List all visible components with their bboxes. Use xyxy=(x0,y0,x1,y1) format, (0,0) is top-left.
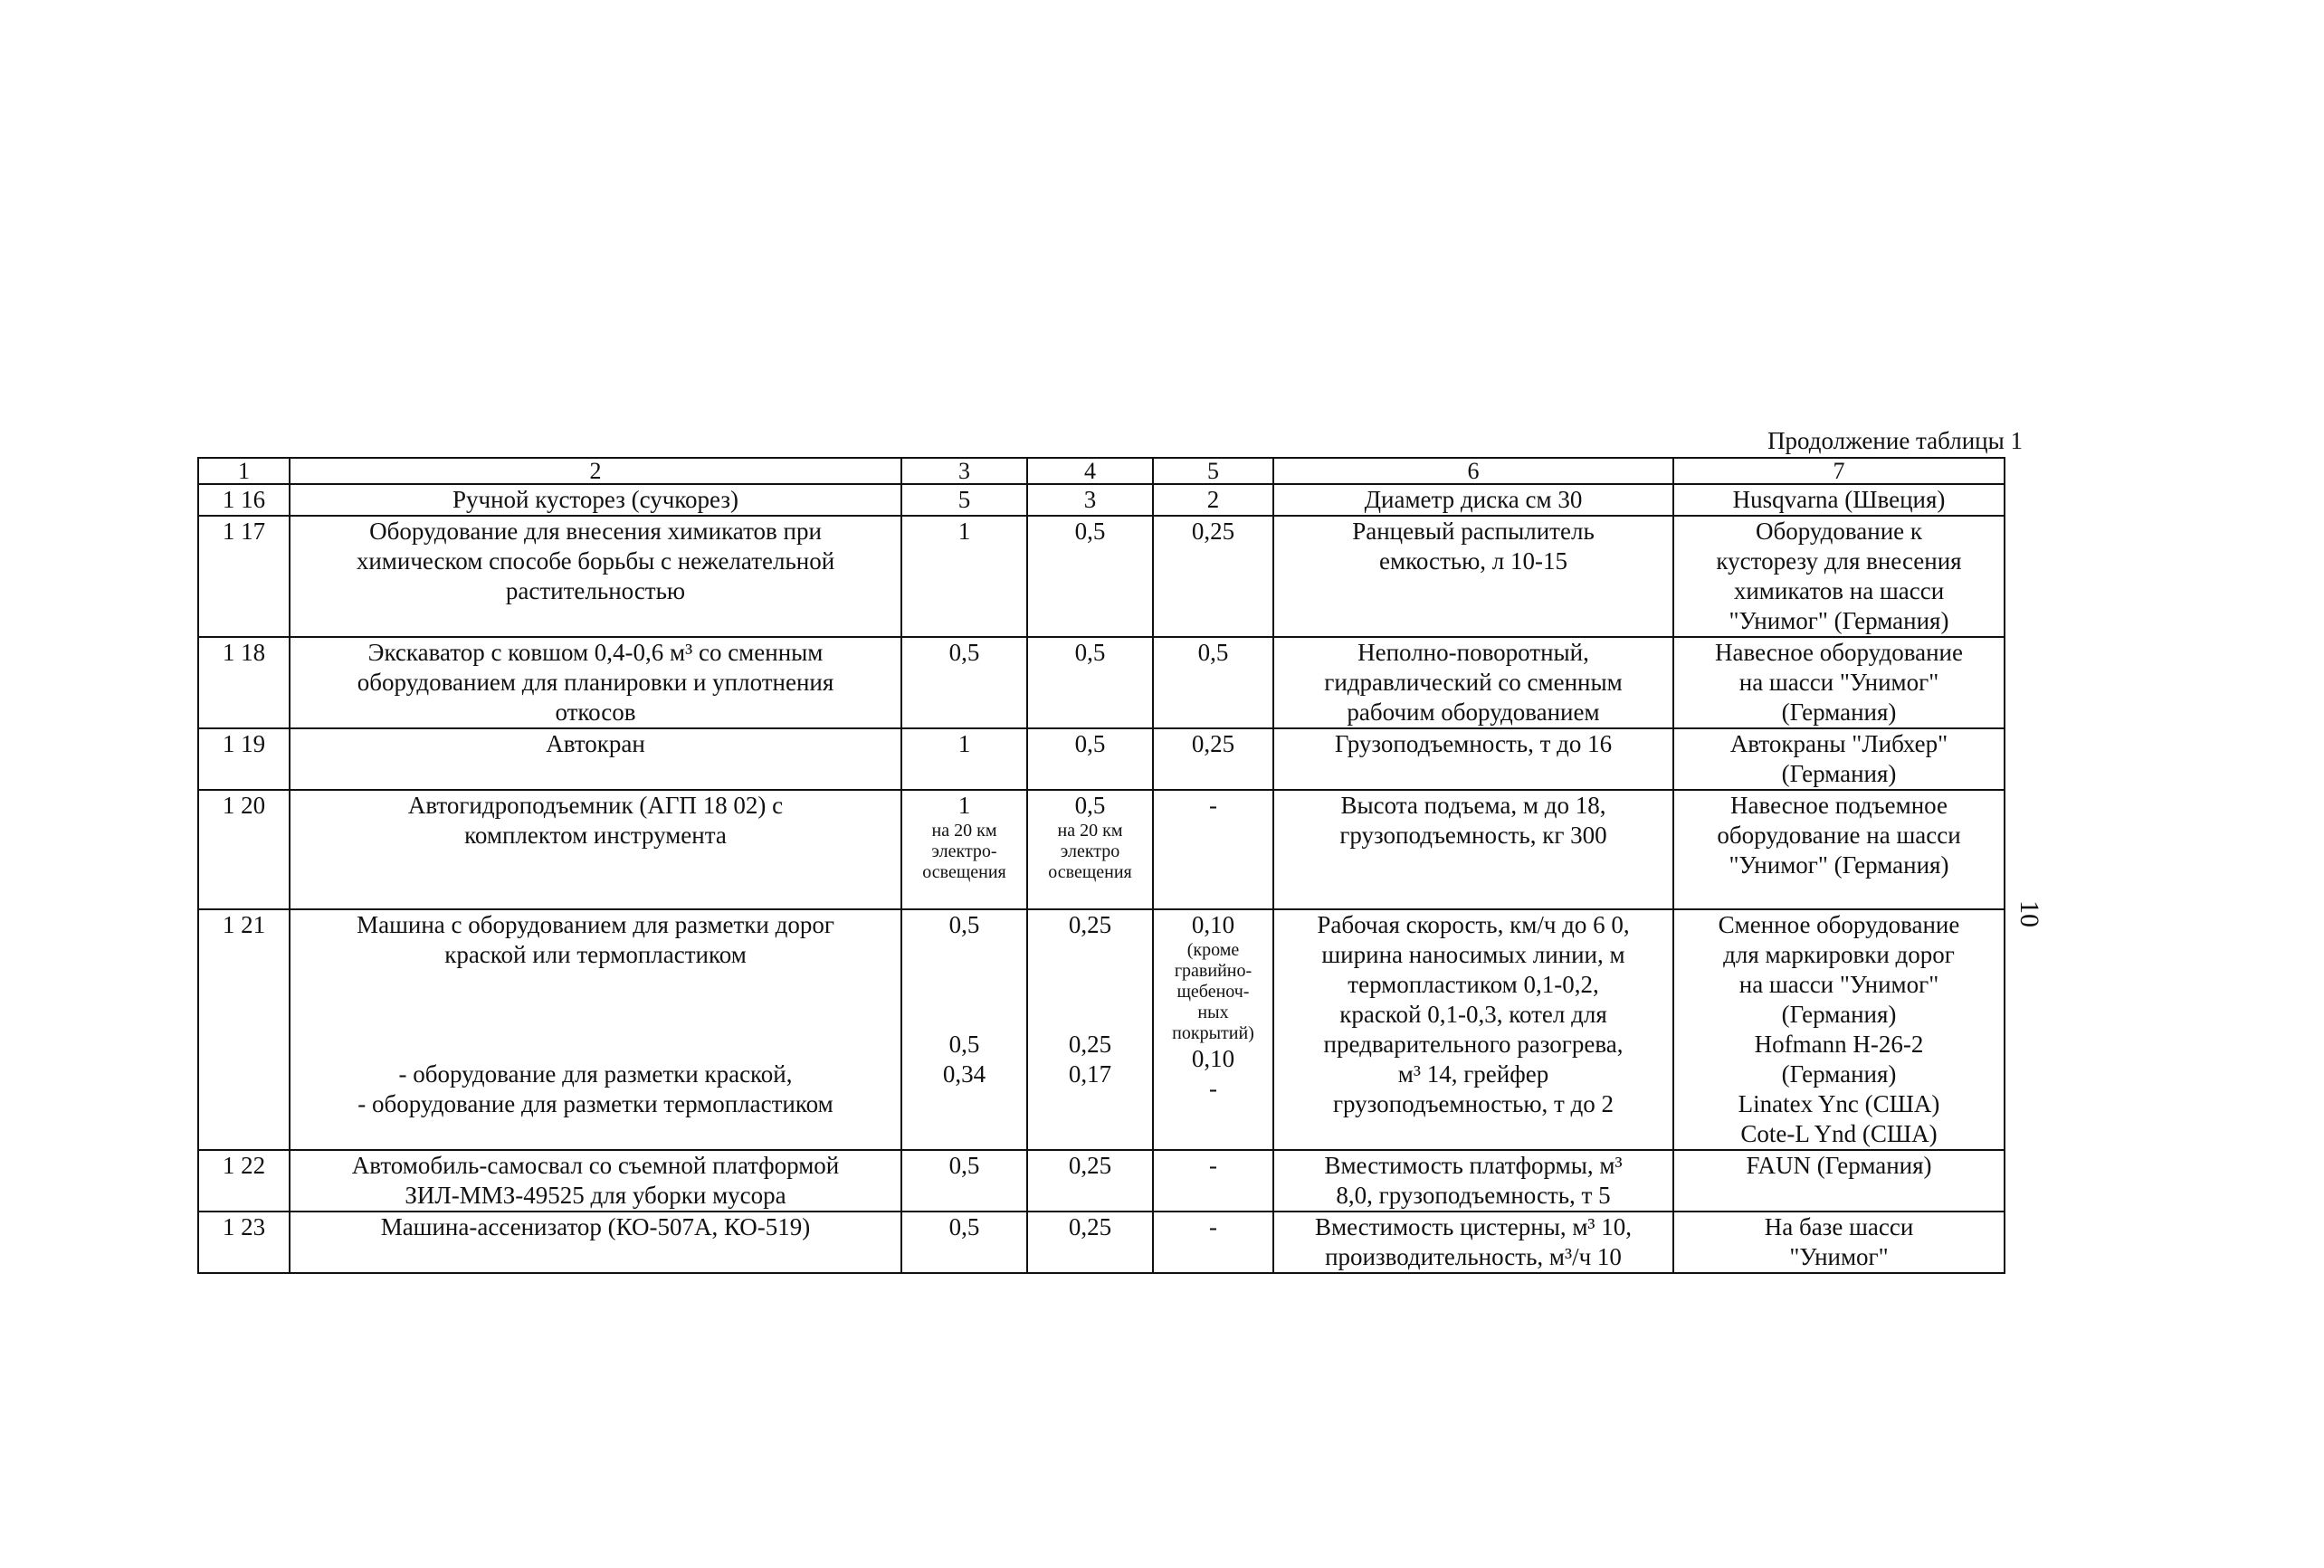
col3-value-cell xyxy=(901,484,1027,516)
col4-value-sub: 0,25 xyxy=(1068,1031,1112,1058)
col3-value: 0,5 xyxy=(948,1152,980,1179)
analog-text: Husqvarna (Швеция) xyxy=(1732,486,1946,513)
analog-text: FAUN (Германия) xyxy=(1746,1152,1932,1179)
analog-text-cell xyxy=(1673,516,2005,637)
analog-text-cell xyxy=(1673,790,2005,909)
col4-value-cell xyxy=(1027,1150,1153,1212)
equipment-name-cell xyxy=(290,790,901,909)
col5-value-cell xyxy=(1153,790,1273,909)
equipment-name: Экскаватор с ковшом 0,4-0,6 м³ со сменным xyxy=(367,639,824,666)
analog-text: химикатов на шасси xyxy=(1733,577,1945,604)
equipment-name: Оборудование для внесения химикатов при xyxy=(369,518,822,545)
spec-text: Ранцевый распылитель xyxy=(1352,518,1595,545)
spec-text-cell xyxy=(1273,1150,1673,1212)
col5-value: - xyxy=(1209,1152,1217,1179)
analog-text-cell xyxy=(1673,1150,2005,1212)
equipment-name: Ручной кусторез (сучкорез) xyxy=(452,486,739,513)
analog-text: Оборудование к xyxy=(1755,518,1923,545)
col3-value: 0,5 xyxy=(948,1213,980,1240)
analog-text-cell xyxy=(1673,484,2005,516)
col3-value-cell xyxy=(901,637,1027,728)
equipment-name-cell xyxy=(290,728,901,790)
col3-value: 0,5 xyxy=(948,639,980,666)
equipment-name-cell xyxy=(290,637,901,728)
col3-value-cell xyxy=(901,516,1027,637)
analog-text: (Германия) xyxy=(1781,1060,1897,1088)
analog-text: (Германия) xyxy=(1781,760,1897,787)
col5-value: 0,25 xyxy=(1191,730,1235,757)
analog-text: Навесное оборудование xyxy=(1715,639,1963,666)
equipment-name: Автокран xyxy=(546,730,645,757)
analog-text: "Унимог" (Германия) xyxy=(1729,607,1949,634)
col4-value: 0,5 xyxy=(1074,730,1106,757)
col4-value: 0,25 xyxy=(1068,911,1112,938)
col5-value: - xyxy=(1209,792,1217,819)
table-row xyxy=(198,790,2005,909)
analog-text: Навесное подъемное xyxy=(1730,792,1948,819)
table-caption: Продолжение таблицы 1 xyxy=(1767,427,2023,454)
spec-text: гидравлический со сменным xyxy=(1324,669,1623,696)
header-cell: 5 xyxy=(1153,458,1273,484)
header-cell: 1 xyxy=(198,458,290,484)
analog-text: на шасси "Унимог" xyxy=(1738,971,1939,998)
col4-value: 0,5 xyxy=(1074,518,1106,545)
equipment-name-sub: - оборудование для разметки краской, xyxy=(398,1060,793,1088)
analog-text-cell xyxy=(1673,909,2005,1150)
spec-text: Вместимость цистерны, м³ 10, xyxy=(1314,1213,1633,1240)
row-number: 1 20 xyxy=(198,790,290,909)
equipment-name: ЗИЛ-ММЗ-49525 для уборки мусора xyxy=(405,1182,786,1209)
equipment-name: откосов xyxy=(555,698,636,726)
spec-text: термопластиком 0,1-0,2, xyxy=(1348,971,1599,998)
col3-value-cell xyxy=(901,909,1027,1150)
analog-text: (Германия) xyxy=(1781,1001,1897,1028)
col5-value-cell xyxy=(1153,484,1273,516)
col3-value-note: электро- xyxy=(931,841,997,861)
col4-value-cell xyxy=(1027,728,1153,790)
spec-text: производительность, м³/ч 10 xyxy=(1325,1243,1622,1270)
analog-text: "Унимог" (Германия) xyxy=(1729,851,1949,879)
col4-value: 0,25 xyxy=(1068,1213,1112,1240)
equipment-name: Машина с оборудованием для разметки дорог xyxy=(357,911,834,938)
col4-value-note: освещения xyxy=(1048,862,1132,882)
col5-value-cell xyxy=(1153,728,1273,790)
equipment-name-cell xyxy=(290,1212,901,1273)
header-cell: 2 xyxy=(290,458,901,484)
col5-value-sub: 0,10 xyxy=(1191,1045,1235,1072)
col3-value-cell xyxy=(901,790,1027,909)
col3-value-sub: 0,34 xyxy=(942,1060,986,1088)
spec-text: емкостью, л 10-15 xyxy=(1379,547,1567,575)
col3-value: 0,5 xyxy=(948,911,980,938)
page-number: 10 xyxy=(2014,900,2044,927)
spec-text-cell xyxy=(1273,516,1673,637)
analog-text: на шасси "Унимог" xyxy=(1738,669,1939,696)
spec-text: 8,0, грузоподъемность, т 5 xyxy=(1336,1182,1611,1209)
row-number: 1 17 xyxy=(198,516,290,637)
analog-text-cell xyxy=(1673,728,2005,790)
header-cell: 4 xyxy=(1027,458,1153,484)
col4-value-cell xyxy=(1027,516,1153,637)
header-cell: 3 xyxy=(901,458,1027,484)
row-number: 1 18 xyxy=(198,637,290,728)
analog-text: Автокраны "Либхер" xyxy=(1729,730,1948,757)
col4-value: 0,25 xyxy=(1068,1152,1112,1179)
analog-text: для маркировки дорог xyxy=(1723,941,1955,968)
col5-value-cell xyxy=(1153,1150,1273,1212)
col5-value: - xyxy=(1209,1213,1217,1240)
col4-value-sub: 0,17 xyxy=(1068,1060,1112,1088)
col3-value: 1 xyxy=(957,518,971,545)
spec-text: рабочим оборудованием xyxy=(1347,698,1600,726)
col3-value: 1 xyxy=(957,730,971,757)
spec-text: грузоподъемностью, т до 2 xyxy=(1332,1090,1614,1117)
col3-value-sub: 0,5 xyxy=(948,1031,980,1058)
analog-text: Cote-L Ynd (США) xyxy=(1740,1120,1938,1147)
analog-text: Сменное оборудование xyxy=(1718,911,1960,938)
col3-value-cell xyxy=(901,1212,1027,1273)
col5-value-sub: - xyxy=(1209,1075,1217,1102)
equipment-name: Автогидроподъемник (АГП 18 02) с xyxy=(407,792,784,819)
col4-value-cell xyxy=(1027,1212,1153,1273)
analog-text-cell xyxy=(1673,1212,2005,1273)
equipment-name-cell xyxy=(290,1150,901,1212)
equipment-name: Машина-ассенизатор (КО-507А, КО-519) xyxy=(380,1213,811,1240)
spec-text: Неполно-поворотный, xyxy=(1357,639,1589,666)
analog-text: оборудование на шасси xyxy=(1717,822,1961,849)
col4-value-cell xyxy=(1027,637,1153,728)
header-cell: 7 xyxy=(1673,458,2005,484)
analog-text: На базе шасси xyxy=(1764,1213,1914,1240)
equipment-name: комплектом инструмента xyxy=(464,822,727,849)
row-number: 1 19 xyxy=(198,728,290,790)
col3-value: 1 xyxy=(957,792,971,819)
spec-text: ширина наносимых линии, м xyxy=(1321,941,1625,968)
spec-text: Грузоподъемность, т до 16 xyxy=(1334,730,1613,757)
col5-value-note: гравийно- xyxy=(1174,961,1252,981)
col5-value-cell xyxy=(1153,516,1273,637)
col4-value: 0,5 xyxy=(1074,792,1106,819)
col3-value-note: на 20 км xyxy=(931,821,997,841)
col5-value: 0,10 xyxy=(1191,911,1235,938)
table-row xyxy=(198,1212,2005,1273)
cell-spacer xyxy=(906,940,1023,1030)
table-row xyxy=(198,516,2005,637)
header-cell: 6 xyxy=(1273,458,1673,484)
analog-text: (Германия) xyxy=(1781,698,1897,726)
col5-value-note: покрытий) xyxy=(1172,1023,1254,1043)
col4-value-cell xyxy=(1027,909,1153,1150)
col5-value-note: ных xyxy=(1197,1003,1229,1022)
row-number: 1 16 xyxy=(198,484,290,516)
col3-value-cell xyxy=(901,728,1027,790)
table-row xyxy=(198,728,2005,790)
spec-text: краской 0,1-0,3, котел для xyxy=(1339,1001,1607,1028)
table-header-row xyxy=(198,458,2005,484)
col4-value: 3 xyxy=(1083,486,1097,513)
analog-text: Hofmann H-26-2 xyxy=(1754,1031,1924,1058)
equipment-name: химическом способе борьбы с нежелательной xyxy=(356,547,835,575)
spec-text: грузоподъемность, кг 300 xyxy=(1339,822,1607,849)
equipment-name-cell xyxy=(290,516,901,637)
table-row xyxy=(198,637,2005,728)
col5-value: 0,25 xyxy=(1191,518,1235,545)
equipment-name: растительностью xyxy=(505,577,686,604)
col3-value-note: освещения xyxy=(922,862,1006,882)
spec-text: Вместимость платформы, м³ xyxy=(1324,1152,1623,1179)
spec-text: Рабочая скорость, км/ч до 6 0, xyxy=(1317,911,1630,938)
cell-spacer xyxy=(1032,940,1148,1030)
equipment-name-cell xyxy=(290,484,901,516)
row-number: 1 23 xyxy=(198,1212,290,1273)
spec-text-cell xyxy=(1273,1212,1673,1273)
equipment-name-cell xyxy=(290,909,901,1150)
analog-text: Linatex Ync (США) xyxy=(1738,1090,1940,1117)
equipment-name: оборудованием для планировки и уплотнения xyxy=(357,669,834,696)
spec-text-cell xyxy=(1273,637,1673,728)
equipment-table xyxy=(197,457,2005,1274)
spec-text: предварительного разогрева, xyxy=(1323,1031,1624,1058)
equipment-name: краской или термопластиком xyxy=(444,941,747,968)
col5-value: 2 xyxy=(1206,486,1220,513)
equipment-name-sub: - оборудование для разметки термопластиком xyxy=(357,1090,833,1117)
analog-text-cell xyxy=(1673,637,2005,728)
col5-value-cell xyxy=(1153,1212,1273,1273)
row-number: 1 22 xyxy=(198,1150,290,1212)
col4-value-note: электро xyxy=(1060,841,1120,861)
col3-value-cell xyxy=(901,1150,1027,1212)
analog-text: кусторезу для внесения xyxy=(1716,547,1962,575)
spec-text: м³ 14, грейфер xyxy=(1397,1060,1549,1088)
spec-text-cell xyxy=(1273,728,1673,790)
spec-text: Диаметр диска см 30 xyxy=(1364,486,1583,513)
col5-value-note: щебеноч- xyxy=(1176,982,1250,1002)
spec-text-cell xyxy=(1273,790,1673,909)
col4-value-cell xyxy=(1027,790,1153,909)
col4-value-cell xyxy=(1027,484,1153,516)
col5-value: 0,5 xyxy=(1197,639,1229,666)
spec-text: Высота подъема, м до 18, xyxy=(1340,792,1606,819)
col4-value-note: на 20 км xyxy=(1057,821,1123,841)
col4-value: 0,5 xyxy=(1074,639,1106,666)
col5-value-note: (кроме xyxy=(1186,940,1240,960)
spec-text-cell xyxy=(1273,909,1673,1150)
analog-text: "Унимог" xyxy=(1789,1243,1889,1270)
col5-value-cell xyxy=(1153,909,1273,1150)
table-row xyxy=(198,484,2005,516)
equipment-name: Автомобиль-самосвал со съемной платформой xyxy=(351,1152,840,1179)
row-number: 1 21 xyxy=(198,909,290,1150)
col5-value-cell xyxy=(1153,637,1273,728)
spec-text-cell xyxy=(1273,484,1673,516)
col3-value: 5 xyxy=(957,486,971,513)
cell-spacer xyxy=(294,970,897,1060)
table-row xyxy=(198,909,2005,1150)
table-row xyxy=(198,1150,2005,1212)
